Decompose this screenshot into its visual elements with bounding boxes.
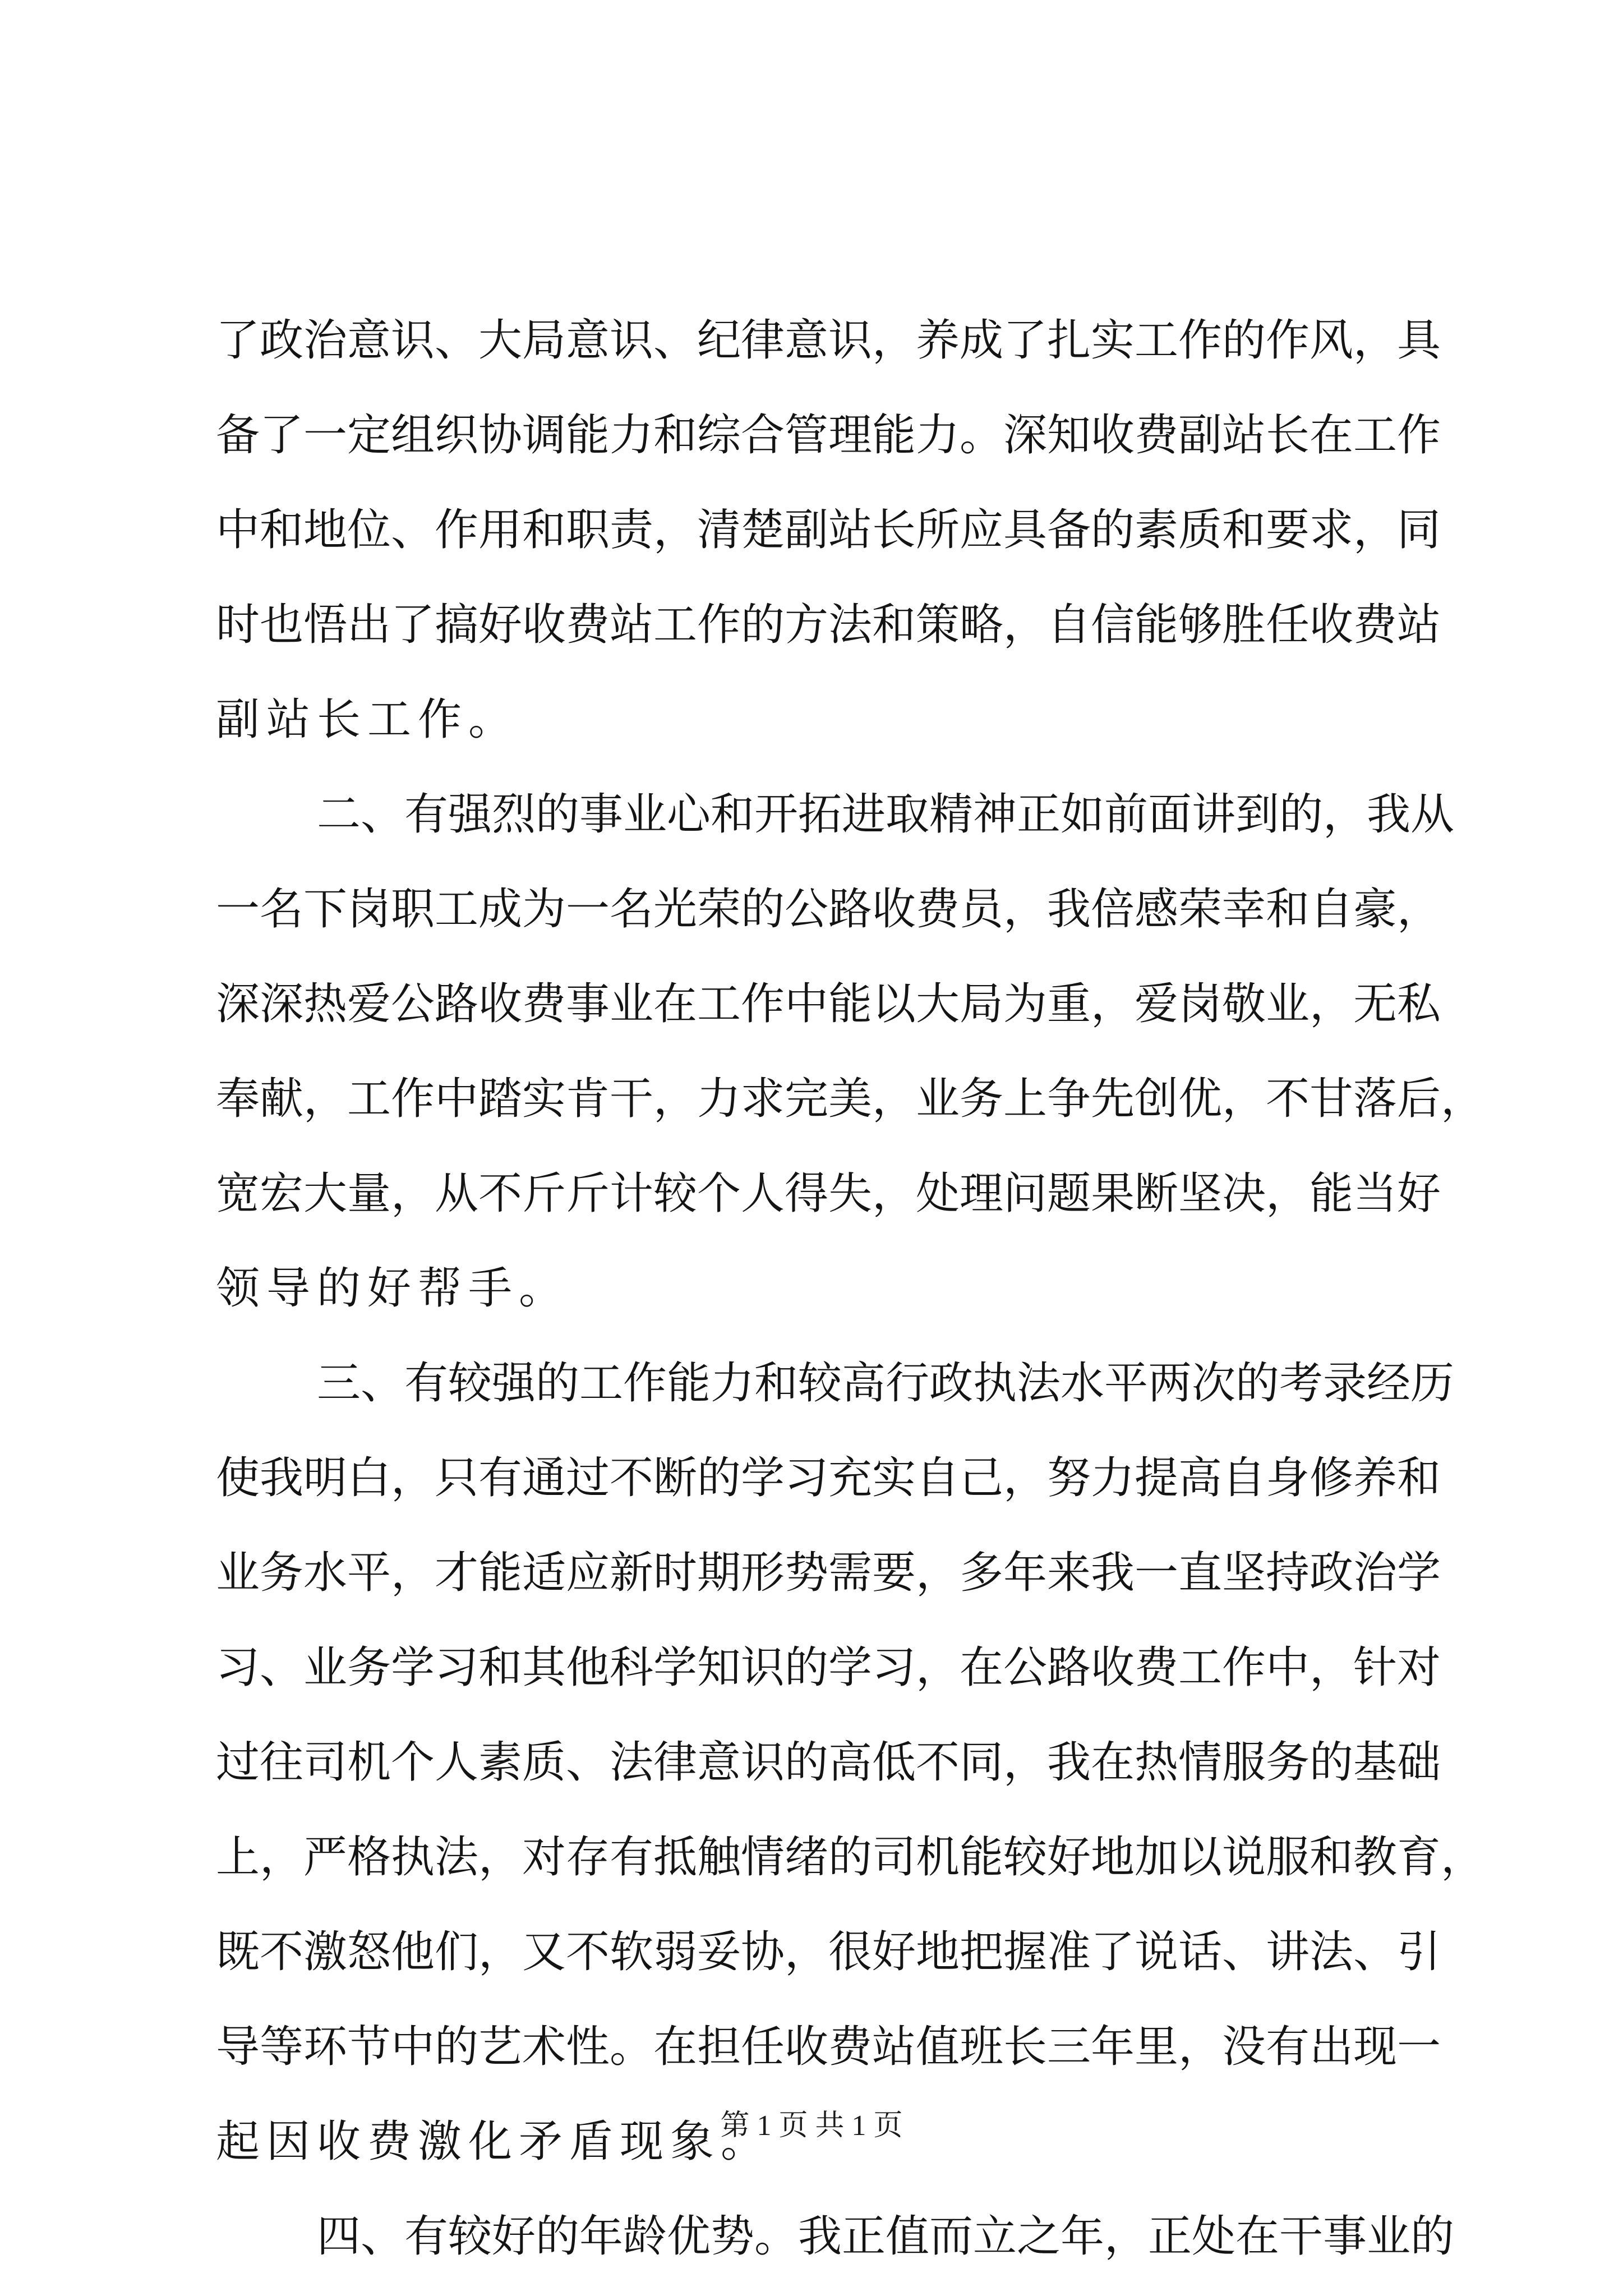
- document-body: [216, 293, 1485, 2284]
- text-line: 导等环节中的艺术性。在担任收费站值班长三年里，没有出现一: [216, 2022, 1441, 2072]
- page-number-footer: 第 1 页 共 1 页: [720, 2110, 903, 2142]
- text-line: 习、业务学习和其他科学知识的学习，在公路收费工作中，针对: [216, 1642, 1441, 1693]
- text-line: 一名下岗职工成为一名光荣的公路收费员，我倍感荣幸和自豪，: [216, 884, 1441, 935]
- text-line: 中和地位、作用和职责，清楚副站长所应具备的素质和要求，同: [216, 505, 1441, 555]
- text-line: 二、有强烈的事业心和开拓进取精神正如前面讲到的，我从: [317, 789, 1455, 840]
- text-line: 起因收费激化矛盾现象。: [216, 2116, 772, 2167]
- text-line: 宽宏大量，从不斤斤计较个人得失，处理问题果断坚决，能当好: [216, 1168, 1441, 1219]
- text-line: 使我明白，只有通过不断的学习充实自己，努力提高自身修养和: [216, 1453, 1441, 1503]
- paragraph-1: [216, 293, 1441, 767]
- text-line: 奉献，工作中踏实肯干，力求完美，业务上争先创优，不甘落后，: [216, 1074, 1485, 1124]
- text-line: 领导的好帮手。: [216, 1263, 570, 1314]
- text-line: 了政治意识、大局意识、纪律意识，养成了扎实工作的作风，具: [216, 315, 1441, 366]
- paragraph-3: [216, 1336, 1485, 2189]
- text-line: 过往司机个人素质、法律意识的高低不同，我在热情服务的基础: [216, 1737, 1441, 1788]
- text-line: 副站长工作。: [216, 694, 519, 745]
- text-line: 既不激怒他们，又不软弱妥协，很好地把握准了说话、讲法、引: [216, 1927, 1441, 1977]
- text-line: 上，严格执法，对存有抵触情绪的司机能较好地加以说服和教育，: [216, 1832, 1485, 1883]
- text-line: 备了一定组织协调能力和综合管理能力。深知收费副站长在工作: [216, 410, 1441, 461]
- text-line: 三、有较强的工作能力和较高行政执法水平两次的考录经历: [317, 1358, 1455, 1409]
- paragraph-2: [216, 767, 1485, 1336]
- text-line: 时也悟出了搞好收费站工作的方法和策略，自信能够胜任收费站: [216, 600, 1441, 650]
- paragraph-4: [216, 2189, 1455, 2284]
- text-line: 深深热爱公路收费事业在工作中能以大局为重，爱岗敬业，无私: [216, 979, 1441, 1029]
- text-line: 四、有较好的年龄优势。我正值而立之年，正处在干事业的: [317, 2211, 1455, 2262]
- text-line: 业务水平，才能适应新时期形势需要，多年来我一直坚持政治学: [216, 1548, 1441, 1598]
